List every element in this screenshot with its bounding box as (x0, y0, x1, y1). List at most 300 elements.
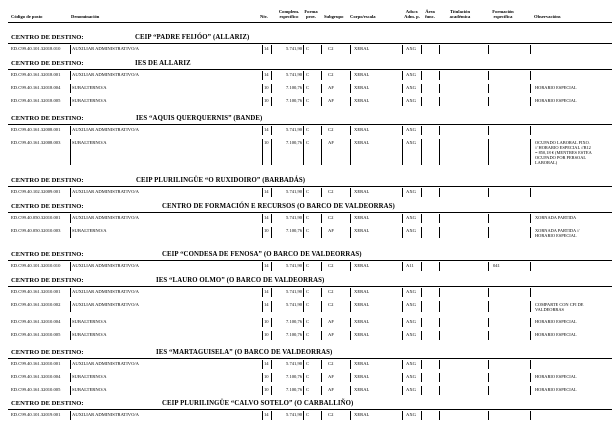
column-divider (488, 45, 489, 54)
header-area: Área func. (425, 9, 435, 19)
cell-den: SUBALTERNO/A (72, 374, 107, 379)
column-divider (402, 301, 403, 312)
section-label: CENTRO DE DESTINO: (11, 277, 84, 284)
cell-code: ED.C99.40.161.32010.001 (11, 289, 61, 294)
column-divider (70, 188, 71, 197)
column-divider (262, 373, 263, 382)
center-name: CENTRO DE FORMACIÓN E RECURSOS (O BARCO DE VALDEORRAS) (162, 203, 395, 210)
column-divider (70, 227, 71, 238)
column-divider (488, 227, 489, 238)
column-divider (488, 97, 489, 106)
cell-forma: C (306, 387, 310, 392)
column-divider (350, 288, 351, 297)
column-divider (488, 386, 489, 395)
cell-den: AUXILIAR ADMINISTRATIVO/A (72, 361, 139, 366)
cell-adscr: AXG (406, 387, 416, 392)
column-divider (271, 262, 272, 271)
column-divider (488, 373, 489, 382)
column-divider (530, 386, 531, 395)
cell-sub: C2 (328, 127, 334, 132)
column-divider (70, 97, 71, 106)
column-divider (70, 411, 71, 420)
column-divider (303, 360, 304, 369)
column-divider (530, 139, 531, 165)
column-divider (439, 360, 440, 369)
cell-forma: C (306, 289, 310, 294)
cell-code: ED.C99.40.161.32010.002 (11, 302, 61, 307)
cell-niv: 10 (264, 140, 269, 145)
cell-code: ED.C99.40.161.32010.004 (11, 374, 61, 379)
section-rule (8, 186, 612, 187)
cell-sub: AF (328, 140, 334, 145)
column-divider (421, 45, 422, 54)
column-divider (439, 45, 440, 54)
cell-comp: 7.100,76 (286, 98, 303, 103)
cell-forma: C (306, 72, 310, 77)
cell-niv: 10 (264, 387, 269, 392)
section-label: CENTRO DE DESTINO: (11, 203, 84, 210)
column-divider (488, 188, 489, 197)
column-divider (488, 262, 489, 271)
column-divider (439, 373, 440, 382)
cell-code: ED.C99.40.161.32010.001 (11, 361, 61, 366)
column-divider (303, 126, 304, 135)
header-nivel: Niv. (260, 14, 268, 19)
cell-niv: 10 (264, 85, 269, 90)
column-divider (303, 45, 304, 54)
column-divider (530, 188, 531, 197)
cell-adscr: AXG (406, 215, 416, 220)
column-divider (303, 214, 304, 223)
column-divider (262, 71, 263, 80)
cell-code: ED.C99.40.161.32010.005 (11, 332, 61, 337)
header-denominacion: Denominación (71, 14, 100, 19)
cell-corpo: XERAL (354, 228, 370, 233)
cell-obs: HORARIO ESPECIAL (535, 387, 577, 392)
column-divider (421, 360, 422, 369)
column-divider (488, 331, 489, 340)
column-divider (421, 71, 422, 80)
section-rule (8, 43, 612, 44)
cell-forma: C (306, 85, 310, 90)
cell-code: ED.C99.40.161.32018.005 (11, 98, 61, 103)
cell-den: SUBALTERNO/A (72, 228, 107, 233)
column-divider (303, 139, 304, 165)
cell-forma: C (306, 140, 310, 145)
cell-adscr: AXG (406, 332, 416, 337)
column-divider (303, 411, 304, 420)
cell-code: ED.C99.40.161.32018.001 (11, 72, 61, 77)
column-divider (439, 97, 440, 106)
column-divider (530, 301, 531, 312)
cell-obs: XORNADA PARTIDA // HORARIO ESPECIAL (535, 228, 580, 238)
column-divider (350, 139, 351, 165)
cell-niv: 14 (264, 215, 269, 220)
column-divider (70, 301, 71, 312)
cell-corpo: XERAL (354, 319, 370, 324)
cell-comp: 7.100,76 (286, 228, 303, 233)
column-divider (421, 214, 422, 223)
cell-den: AUXILIAR ADMINISTRATIVO/A (72, 215, 139, 220)
cell-niv: 14 (264, 361, 269, 366)
column-divider (271, 139, 272, 165)
cell-corpo: XERAL (354, 361, 370, 366)
column-divider (303, 288, 304, 297)
cell-niv: 10 (264, 332, 269, 337)
column-divider (321, 126, 322, 135)
column-divider (439, 214, 440, 223)
cell-comp: 7.100,76 (286, 387, 303, 392)
column-divider (70, 71, 71, 80)
column-divider (321, 318, 322, 327)
header-rule (8, 22, 612, 23)
cell-niv: 10 (264, 374, 269, 379)
column-divider (421, 126, 422, 135)
cell-sub: AF (328, 374, 334, 379)
column-divider (402, 45, 403, 54)
column-divider (303, 227, 304, 238)
cell-niv: 14 (264, 46, 269, 51)
column-divider (350, 71, 351, 80)
cell-corpo: XERAL (354, 374, 370, 379)
column-divider (421, 411, 422, 420)
cell-comp: 5.741,90 (286, 361, 303, 366)
column-divider (402, 411, 403, 420)
column-divider (530, 71, 531, 80)
cell-adscr: AXG (406, 72, 416, 77)
column-divider (271, 45, 272, 54)
column-divider (321, 386, 322, 395)
cell-corpo: XERAL (354, 412, 370, 417)
column-divider (321, 411, 322, 420)
cell-adscr: AXG (406, 412, 416, 417)
cell-comp: 7.100,76 (286, 85, 303, 90)
column-divider (439, 188, 440, 197)
cell-obs: XORNADA PARTIDA (535, 215, 577, 220)
cell-corpo: XERAL (354, 387, 370, 392)
cell-corpo: XERAL (354, 85, 370, 90)
cell-code: ED.C99.40.161.32010.004 (11, 319, 61, 324)
column-divider (421, 301, 422, 312)
column-divider (530, 97, 531, 106)
column-divider (530, 214, 531, 223)
column-divider (262, 126, 263, 135)
cell-corpo: XERAL (354, 72, 370, 77)
cell-sub: AF (328, 85, 334, 90)
column-divider (262, 301, 263, 312)
column-divider (271, 411, 272, 420)
section-label: CENTRO DE DESTINO: (11, 34, 84, 41)
column-divider (402, 386, 403, 395)
column-divider (350, 45, 351, 54)
cell-den: AUXILIAR ADMINISTRATIVO/A (72, 263, 139, 268)
column-divider (303, 331, 304, 340)
column-divider (262, 386, 263, 395)
cell-adscr: AXG (406, 361, 416, 366)
column-divider (321, 139, 322, 165)
column-divider (421, 139, 422, 165)
column-divider (402, 360, 403, 369)
cell-niv: 10 (264, 98, 269, 103)
column-divider (350, 214, 351, 223)
cell-corpo: XERAL (354, 263, 370, 268)
section-rule (8, 409, 612, 410)
cell-adscr: AXG (406, 319, 416, 324)
cell-sub: C2 (328, 263, 334, 268)
cell-sub: C2 (328, 46, 334, 51)
cell-niv: 14 (264, 263, 269, 268)
cell-den: AUXILIAR ADMINISTRATIVO/A (72, 412, 139, 417)
cell-comp: 5.741,90 (286, 263, 303, 268)
cell-den: AUXILIAR ADMINISTRATIVO/A (72, 302, 139, 307)
column-divider (488, 139, 489, 165)
cell-sub: C2 (328, 412, 334, 417)
column-divider (262, 227, 263, 238)
cell-den: SUBALTERNO/A (72, 85, 107, 90)
cell-forma: C (306, 98, 310, 103)
header-titulacion: Titulación académica (449, 9, 471, 19)
center-name: IES DE ALLARIZ (135, 60, 191, 67)
column-divider (70, 214, 71, 223)
header-complem: Complem. específico (278, 9, 300, 19)
column-divider (271, 227, 272, 238)
column-divider (439, 301, 440, 312)
column-divider (530, 227, 531, 238)
cell-den: SUBALTERNO/A (72, 98, 107, 103)
cell-code: ED.C99.40.050.32010.003 (11, 228, 61, 233)
header-codigo: Código de posto (11, 14, 43, 19)
column-divider (271, 318, 272, 327)
cell-corpo: XERAL (354, 289, 370, 294)
column-divider (402, 331, 403, 340)
cell-adscr: AXG (406, 374, 416, 379)
column-divider (350, 386, 351, 395)
cell-form: 041 (493, 263, 500, 268)
column-divider (350, 227, 351, 238)
cell-sub: AF (328, 332, 334, 337)
cell-obs: HORARIO ESPECIAL (535, 98, 577, 103)
column-divider (321, 97, 322, 106)
cell-adscr: AXG (406, 289, 416, 294)
cell-adscr: AXG (406, 189, 416, 194)
cell-comp: 5.741,90 (286, 302, 303, 307)
cell-adscr: A11 (406, 263, 414, 268)
column-divider (271, 97, 272, 106)
column-divider (488, 71, 489, 80)
cell-forma: C (306, 319, 310, 324)
column-divider (402, 84, 403, 93)
column-divider (530, 318, 531, 327)
center-name: CEIP “PADRE FEIJÓO” (ALLARIZ) (135, 34, 250, 41)
column-divider (303, 301, 304, 312)
cell-code: ED.C99.40.161.32008.001 (11, 127, 61, 132)
center-name: CEIP “CONDESA DE FENOSA” (O BARCO DE VALDEORRAS) (162, 251, 362, 258)
column-divider (321, 45, 322, 54)
section-label: CENTRO DE DESTINO: (11, 60, 84, 67)
column-divider (439, 84, 440, 93)
column-divider (70, 262, 71, 271)
column-divider (488, 288, 489, 297)
header-corpo: Corpo/escala (350, 14, 376, 19)
column-divider (262, 331, 263, 340)
column-divider (303, 84, 304, 93)
column-divider (321, 214, 322, 223)
column-divider (421, 331, 422, 340)
column-divider (530, 360, 531, 369)
column-divider (262, 84, 263, 93)
column-divider (350, 84, 351, 93)
cell-comp: 7.100,76 (286, 332, 303, 337)
cell-den: SUBALTERNO/A (72, 332, 107, 337)
center-name: CEIP PLURILINGÜE “CALVO SOTELO” (O CARBALLIÑO) (162, 400, 354, 407)
column-divider (271, 71, 272, 80)
column-divider (262, 288, 263, 297)
cell-code: ED.C99.40.161.32018.004 (11, 85, 61, 90)
cell-obs: OCUPADO LABORAL FIXO. // HORARIO ESPECIAL //B12 = 850,18 € (MENTRES ESTEA OCUPADO POR PERSOAL LABORAL) (535, 140, 592, 165)
column-divider (262, 318, 263, 327)
column-divider (530, 45, 531, 54)
column-divider (439, 386, 440, 395)
center-name: IES “MARTAGUISELA” (O BARCO DE VALDEORRAS) (156, 349, 333, 356)
cell-den: AUXILIAR ADMINISTRATIVO/A (72, 46, 139, 51)
section-rule (8, 358, 612, 359)
cell-adscr: AXG (406, 85, 416, 90)
column-divider (262, 411, 263, 420)
cell-forma: C (306, 215, 310, 220)
cell-comp: 5.741,90 (286, 215, 303, 220)
column-divider (421, 84, 422, 93)
column-divider (70, 386, 71, 395)
column-divider (303, 318, 304, 327)
column-divider (530, 331, 531, 340)
column-divider (303, 373, 304, 382)
cell-sub: AF (328, 387, 334, 392)
header-subgrupo: Subgrupo (324, 14, 344, 19)
cell-corpo: XERAL (354, 302, 370, 307)
column-divider (70, 45, 71, 54)
column-divider (439, 318, 440, 327)
cell-comp: 5.741,90 (286, 46, 303, 51)
column-divider (350, 373, 351, 382)
column-divider (321, 360, 322, 369)
column-divider (262, 262, 263, 271)
column-divider (402, 126, 403, 135)
column-divider (488, 411, 489, 420)
cell-den: SUBALTERNO/A (72, 387, 107, 392)
column-divider (530, 411, 531, 420)
cell-den: AUXILIAR ADMINISTRATIVO/A (72, 127, 139, 132)
header-formacion: Formación específica (492, 9, 514, 19)
column-divider (271, 360, 272, 369)
center-name: IES “AQUIS QUERQUERNIS” (BANDE) (136, 115, 263, 122)
column-divider (488, 301, 489, 312)
column-divider (321, 288, 322, 297)
column-divider (303, 188, 304, 197)
column-divider (321, 262, 322, 271)
column-divider (350, 262, 351, 271)
cell-corpo: XERAL (354, 189, 370, 194)
column-divider (530, 126, 531, 135)
cell-niv: 14 (264, 412, 269, 417)
cell-corpo: XERAL (354, 127, 370, 132)
cell-sub: AF (328, 319, 334, 324)
section-label: CENTRO DE DESTINO: (11, 400, 84, 407)
cell-adscr: AXG (406, 140, 416, 145)
column-divider (402, 262, 403, 271)
column-divider (321, 188, 322, 197)
column-divider (439, 331, 440, 340)
cell-sub: C2 (328, 289, 334, 294)
cell-adscr: AXG (406, 302, 416, 307)
cell-forma: C (306, 228, 310, 233)
cell-den: AUXILIAR ADMINISTRATIVO/A (72, 72, 139, 77)
column-divider (271, 84, 272, 93)
column-divider (350, 360, 351, 369)
cell-obs: HORARIO ESPECIAL (535, 85, 577, 90)
section-label: CENTRO DE DESTINO: (11, 115, 84, 122)
column-divider (350, 97, 351, 106)
column-divider (321, 373, 322, 382)
column-divider (271, 288, 272, 297)
column-divider (421, 318, 422, 327)
column-divider (70, 126, 71, 135)
cell-code: ED.C99.40.050.32010.001 (11, 215, 61, 220)
cell-code: ED.C99.40.161.32008.003 (11, 140, 61, 145)
cell-forma: C (306, 332, 310, 337)
cell-forma: C (306, 46, 310, 51)
cell-code: ED.C99.40.161.32010.005 (11, 387, 61, 392)
column-divider (439, 262, 440, 271)
cell-niv: 10 (264, 228, 269, 233)
cell-code: ED.C99.40.101.32010.010 (11, 263, 61, 268)
cell-corpo: XERAL (354, 215, 370, 220)
column-divider (70, 288, 71, 297)
column-divider (262, 214, 263, 223)
column-divider (488, 214, 489, 223)
column-divider (402, 139, 403, 165)
cell-corpo: XERAL (354, 46, 370, 51)
column-divider (321, 84, 322, 93)
column-divider (303, 262, 304, 271)
cell-comp: 7.100,76 (286, 374, 303, 379)
center-name: CEIP PLURILINGÜE “O RUXIDOIRO” (BARBADÁS) (136, 177, 306, 184)
column-divider (321, 71, 322, 80)
column-divider (402, 288, 403, 297)
column-divider (262, 97, 263, 106)
column-divider (321, 227, 322, 238)
cell-den: AUXILIAR ADMINISTRATIVO/A (72, 289, 139, 294)
section-rule (8, 260, 612, 261)
cell-niv: 14 (264, 127, 269, 132)
cell-forma: C (306, 302, 310, 307)
column-divider (271, 126, 272, 135)
column-divider (262, 139, 263, 165)
cell-den: AUXILIAR ADMINISTRATIVO/A (72, 189, 139, 194)
column-divider (439, 411, 440, 420)
cell-code: ED.C99.40.102.32009.001 (11, 189, 61, 194)
column-divider (421, 373, 422, 382)
cell-sub: C2 (328, 72, 334, 77)
center-name: IES “LAURO OLMO” (O BARCO DE VALDEORRAS) (156, 277, 325, 284)
column-divider (350, 188, 351, 197)
cell-obs: HORARIO ESPECIAL (535, 374, 577, 379)
column-divider (421, 262, 422, 271)
column-divider (402, 214, 403, 223)
column-divider (530, 288, 531, 297)
header-observacions: Observacións (534, 14, 561, 19)
column-divider (530, 84, 531, 93)
column-divider (421, 386, 422, 395)
